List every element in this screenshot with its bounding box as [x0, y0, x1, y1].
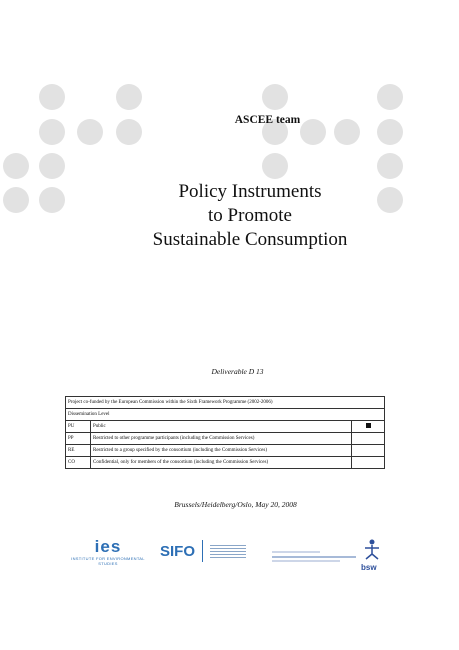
decor-dot	[262, 153, 288, 179]
document-title	[100, 180, 400, 252]
table-row	[66, 445, 385, 457]
title-line: Policy Instruments	[178, 181, 322, 202]
partner-logo-lines-icon	[270, 548, 358, 566]
dissemination-level-label: Dissemination Level	[66, 409, 385, 421]
ies-logo-subtitle: INSTITUTE FOR ENVIRONMENTAL STUDIES	[71, 556, 145, 566]
decor-dot	[377, 153, 403, 179]
level-description: Confidential, only for members of the consortium (including the Commission Services)	[91, 457, 352, 469]
bsw-logo	[360, 538, 384, 574]
level-description: Restricted to other programme participants (including the Commission Services)	[91, 433, 352, 445]
decor-dot	[116, 84, 142, 110]
selected-marker	[352, 421, 385, 433]
sifo-logo-text: SIFO	[160, 542, 196, 560]
decor-dot	[39, 84, 65, 110]
ies-logo	[68, 538, 148, 576]
sifo-logo-lines	[210, 543, 246, 560]
table-row	[66, 421, 385, 433]
title-line: Sustainable Consumption	[152, 229, 348, 250]
level-code: RE	[66, 445, 91, 457]
decor-dot	[39, 187, 65, 213]
empty-marker-cell	[352, 457, 385, 469]
decor-dot	[39, 153, 65, 179]
decor-dot	[3, 153, 29, 179]
partner-logo-text	[270, 548, 358, 566]
table-row	[66, 397, 385, 409]
table-row	[66, 433, 385, 445]
empty-marker-cell	[352, 445, 385, 457]
decor-dot	[262, 84, 288, 110]
level-code: PP	[66, 433, 91, 445]
decor-dot	[377, 84, 403, 110]
title-line: to Promote	[208, 205, 292, 226]
ies-logo-text: ies	[94, 537, 122, 556]
level-description: Public	[91, 421, 352, 433]
place-and-date: Brussels/Heidelberg/Oslo, May 20, 2008	[174, 500, 297, 509]
deliverable-label: Deliverable D 13	[211, 367, 264, 376]
level-code: CO	[66, 457, 91, 469]
team-label: ASCEE team	[234, 114, 301, 126]
decor-dot	[3, 187, 29, 213]
empty-marker-cell	[352, 433, 385, 445]
dissemination-table	[65, 396, 385, 469]
level-description: Restricted to a group specified by the consortium (including the Commission Services)	[91, 445, 352, 457]
bsw-figure-icon	[360, 538, 384, 560]
sifo-logo	[160, 540, 250, 570]
logo-divider	[202, 540, 203, 562]
level-code: PU	[66, 421, 91, 433]
bsw-logo-text: bsw	[361, 563, 377, 572]
table-row	[66, 409, 385, 421]
table-row	[66, 457, 385, 469]
filled-square-icon	[366, 423, 371, 428]
table-header: Project co-funded by the European Commission within the Sixth Framework Programme (2002-2006)	[66, 397, 385, 409]
